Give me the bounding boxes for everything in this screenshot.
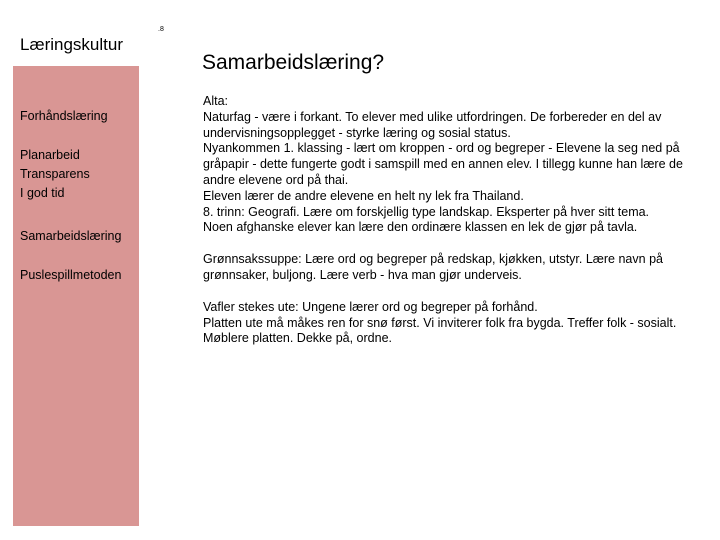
text-line: andre elevene ord på thai. <box>203 172 349 187</box>
sidebar-item-samarbeidslaering[interactable] <box>20 227 121 246</box>
sidebar-item-label: Planarbeid <box>20 148 80 162</box>
sidebar-item-label: Transparens <box>20 167 90 181</box>
sidebar-panel <box>13 66 139 526</box>
sidebar-item-puslespillmetoden[interactable] <box>20 266 121 285</box>
text-line: 8. trinn: Geografi. Lære om forskjellig type landskap. Eksperter på hver sitt tema. <box>203 204 650 219</box>
sidebar-item-label: Forhåndslæring <box>20 109 108 123</box>
sidebar-item-forhandslaering[interactable] <box>20 107 108 126</box>
text-line: Alta: <box>203 94 229 108</box>
corner-mark: .8 <box>158 26 164 33</box>
text-line: grønnsaker, buljong. Lære verb - hva man gjør underveis. <box>203 267 522 282</box>
sidebar-item-label: I god tid <box>20 186 65 200</box>
text-line: Møblere platten. Dekke på, ordne. <box>203 331 392 346</box>
text-line: undervisningsopplegget - styrke læring og sosial status. <box>203 125 511 140</box>
paragraph-vafler <box>203 300 703 347</box>
text-line: Nyankommen 1. klassing - lært om kroppen - ord og begreper - Elevene la seg ned på <box>203 141 680 156</box>
content-body <box>203 94 703 363</box>
sidebar-item-label: Samarbeidslæring <box>20 229 122 243</box>
text-line: Eleven lærer de andre elevene en helt ny lek fra Thailand. <box>203 188 524 203</box>
sidebar-item-label: Puslespillmetoden <box>20 268 122 282</box>
paragraph-alta <box>203 94 703 236</box>
text-line: Noen afghanske elever kan lære den ordinære klassen en lek de gjør på tavla. <box>203 220 638 235</box>
text-line: Grønnsakssuppe: Lære ord og begreper på redskap, kjøkken, utstyr. Lære navn på <box>203 252 663 267</box>
text-line: Vafler stekes ute: Ungene lærer ord og begreper på forhånd. <box>203 299 538 314</box>
text-line: gråpapir - dette fungerte godt i samspill med en annen elev. I tillegg kunne han lære de <box>203 157 683 172</box>
sidebar-title: Læringskultur <box>20 35 123 54</box>
sidebar-item-planarbeid[interactable] <box>20 146 90 203</box>
page-title: Samarbeidslæring? <box>202 51 385 74</box>
paragraph-gronnsakssuppe <box>203 252 703 284</box>
text-line: Platten ute må måkes ren for snø først. Vi inviterer folk fra bygda. Treffer folk - sosialt. <box>203 315 677 330</box>
text-line: Naturfag - være i forkant. To elever med ulike utfordringen. De forbereder en del av <box>203 109 662 124</box>
